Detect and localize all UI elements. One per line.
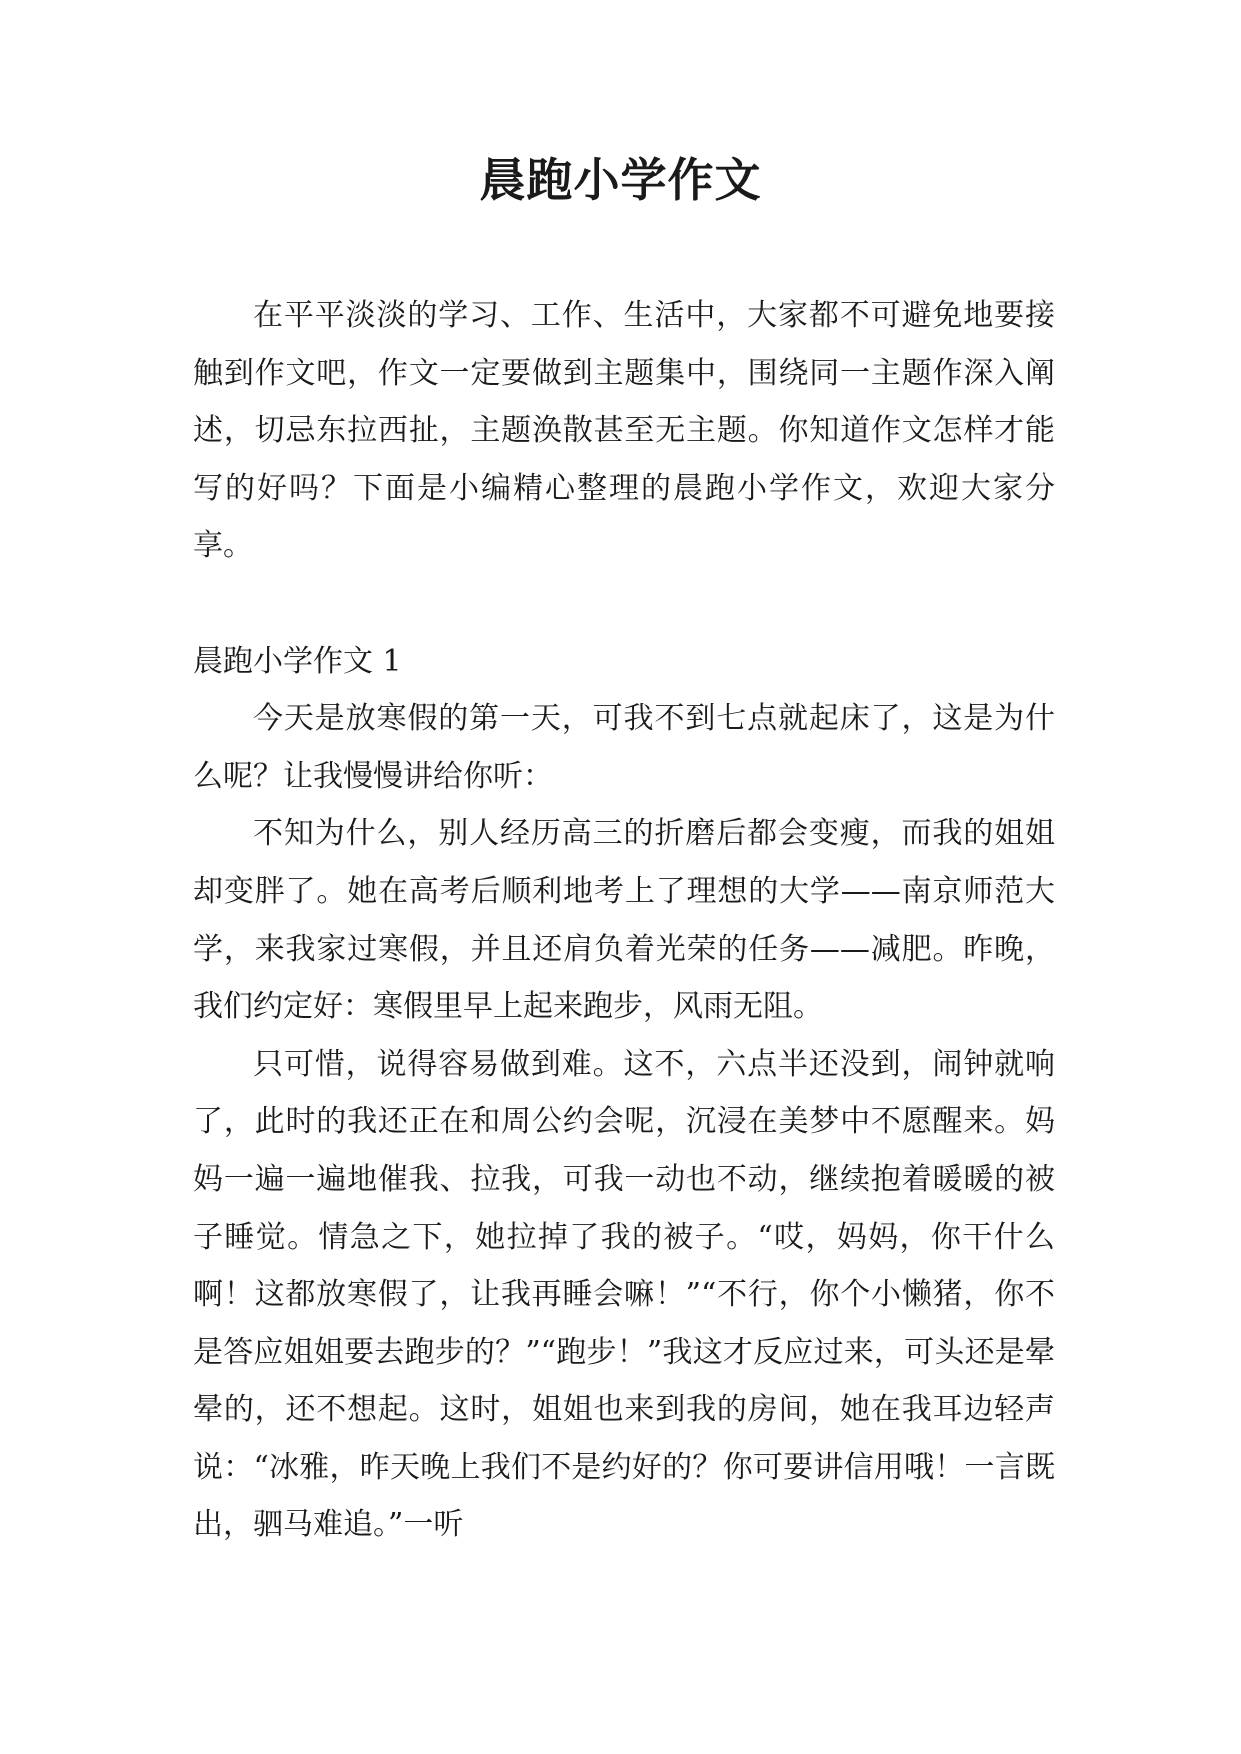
body-paragraph: 不知为什么，别人经历高三的折磨后都会变瘦，而我的姐姐却变胖了。她在高考后顺利地考上了理想的大学——南京师范大学，来我家过寒假，并且还肩负着光荣的任务——减肥。昨晚，我们约定好：寒假里早上起来跑步，风雨无阻。 [193, 816, 1055, 1025]
document-title: 晨跑小学作文 [479, 153, 762, 207]
section-heading: 晨跑小学作文 1 [193, 643, 402, 679]
body-paragraph: 只可惜，说得容易做到难。这不，六点半还没到，闹钟就响了，此时的我还正在和周公约会呢，沉浸在美梦中不愿醒来。妈妈一遍一遍地催我、拉我，可我一动也不动，继续抱着暖暖的被子睡觉。情急之下，她拉掉了我的被子。“哎，妈妈，你干什么啊！这都放寒假了，让我再睡会嘛！”“不行，你个小懒猪，你不是答应姐姐要去跑步的？”“跑步！”我这才反应过来，可头还是晕晕的，还不想起。这时，姐姐也来到我的房间，她在我耳边轻声说：“冰雅，昨天晚上我们不是约好的？你可要讲信用哦！一言既出，驷马难追。”一听 [193, 1046, 1055, 1543]
document-body [193, 287, 1055, 1554]
body-paragraph: 今天是放寒假的第一天，可我不到七点就起床了，这是为什么呢？让我慢慢讲给你听： [193, 701, 1055, 794]
intro-paragraph: 在平平淡淡的学习、工作、生活中，大家都不可避免地要接触到作文吧，作文一定要做到主题集中，围绕同一主题作深入阐述，切忌东拉西扯，主题涣散甚至无主题。你知道作文怎样才能写的好吗？下面是小编精心整理的晨跑小学作文，欢迎大家分享。 [193, 298, 1055, 564]
